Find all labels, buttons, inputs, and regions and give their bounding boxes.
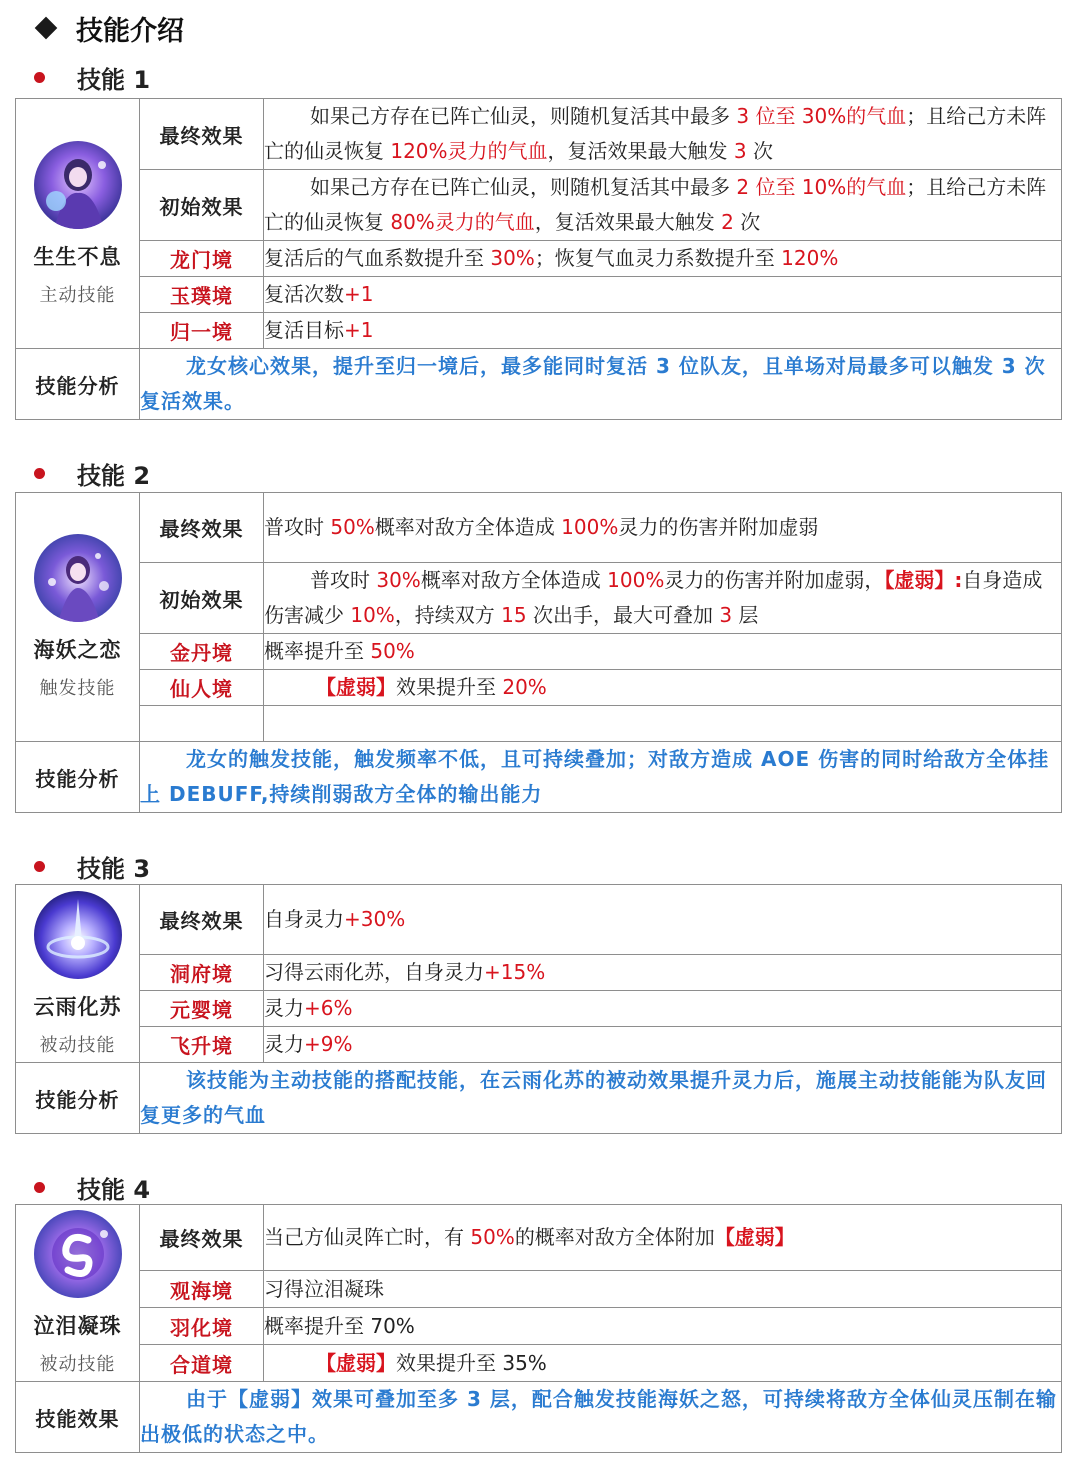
- final-effect-label: 最终效果: [140, 885, 264, 955]
- skill-1-heading: 技能 1: [30, 60, 150, 94]
- skill-3-heading: 技能 3: [30, 849, 150, 883]
- realm-label: 仙人境: [140, 670, 264, 706]
- red-bullet-icon: [34, 468, 45, 479]
- page-header: [30, 8, 184, 48]
- skill-2-analysis: 龙女的触发技能，触发频率不低，且可持续叠加；对敌方造成 AOE 伤害的同时给敌方全体挂上 DEBUFF,持续削弱敌方全体的输出能力: [140, 742, 1062, 813]
- realm-effect: 复活后的气血系数提升至 30%；恢复气血灵力系数提升至 120%: [264, 241, 1062, 277]
- realm-effect: 习得泣泪凝珠: [264, 1271, 1062, 1308]
- realm-effect: 概率提升至 50%: [264, 634, 1062, 670]
- red-bullet-icon: [34, 72, 45, 83]
- skill-1-name: 生生不息: [33, 244, 122, 269]
- realm-effect: 【虚弱】效果提升至 35%: [264, 1345, 1062, 1382]
- realm-effect: 【虚弱】效果提升至 20%: [264, 670, 1062, 706]
- skill-4-type: 被动技能: [39, 1354, 116, 1375]
- skill-4-name: 泣泪凝珠: [33, 1314, 122, 1338]
- realm-label: 归一境: [140, 313, 264, 349]
- realm-label: 飞升境: [140, 1027, 264, 1063]
- skill-4-table: [15, 1204, 1062, 1453]
- realm-label: 观海境: [140, 1271, 264, 1308]
- skill-3-identity-cell: [16, 885, 140, 1063]
- skill-2-heading: 技能 2: [30, 456, 150, 490]
- realm-effect: 概率提升至 70%: [264, 1308, 1062, 1345]
- realm-label: 合道境: [140, 1345, 264, 1382]
- realm-effect: 灵力+9%: [264, 1027, 1062, 1063]
- skill-2-portrait-icon: [34, 534, 122, 622]
- realm-effect: 复活目标+1: [264, 313, 1062, 349]
- skill-4-identity-cell: [16, 1205, 140, 1382]
- initial-effect-label: 初始效果: [140, 170, 264, 241]
- skill-4-final-effect: 当己方仙灵阵亡时，有 50%的概率对敌方全体附加【虚弱】: [264, 1205, 1062, 1271]
- realm-label: 羽化境: [140, 1308, 264, 1345]
- skill-3-analysis: 该技能为主动技能的搭配技能，在云雨化苏的被动效果提升灵力后，施展主动技能能为队友回复更多的气血: [140, 1063, 1062, 1134]
- skill-1-type: 主动技能: [39, 284, 116, 306]
- skill-3-name: 云雨化苏: [33, 994, 122, 1019]
- realm-label: 玉璞境: [140, 277, 264, 313]
- analysis-label: 技能分析: [16, 742, 140, 813]
- skill-2-table: [15, 492, 1062, 813]
- skill-3-table: [15, 884, 1062, 1134]
- final-effect-label: 最终效果: [140, 493, 264, 563]
- skill-4-swirl-orb-icon: [34, 1210, 122, 1298]
- analysis-label: 技能效果: [16, 1382, 140, 1453]
- skill-4-analysis: 由于【虚弱】效果可叠加至多 3 层，配合触发技能海妖之怒，可持续将敌方全体仙灵压制在输出极低的状态之中。: [140, 1382, 1062, 1453]
- skill-3-final-effect: 自身灵力+30%: [264, 885, 1062, 955]
- skill-1-identity-cell: [16, 99, 140, 349]
- skill-1-table: [15, 98, 1062, 420]
- realm-label: 元婴境: [140, 991, 264, 1027]
- realm-effect: 灵力+6%: [264, 991, 1062, 1027]
- skill-2-identity-cell: [16, 493, 140, 742]
- realm-label: 龙门境: [140, 241, 264, 277]
- skill-2-type: 触发技能: [39, 678, 116, 699]
- realm-effect: 习得云雨化苏，自身灵力+15%: [264, 955, 1062, 991]
- initial-effect-label: 初始效果: [140, 563, 264, 634]
- skill-1-initial-effect: 如果己方存在已阵亡仙灵，则随机复活其中最多 2 位至 10%的气血；且给己方未阵亡的仙灵恢复 80%灵力的气血，复活效果最大触发 2 次: [264, 170, 1062, 241]
- page-title: 技能介绍: [76, 15, 184, 47]
- skill-3-vortex-icon: [34, 891, 122, 979]
- analysis-label: 技能分析: [16, 349, 140, 420]
- red-bullet-icon: [34, 861, 45, 872]
- red-bullet-icon: [34, 1182, 45, 1193]
- skill-2-name: 海妖之恋: [33, 638, 122, 662]
- skill-2-final-effect: 普攻时 50%概率对敌方全体造成 100%灵力的伤害并附加虚弱: [264, 493, 1062, 563]
- diamond-bullet-icon: [35, 17, 58, 40]
- skill-2-initial-effect: 普攻时 30%概率对敌方全体造成 100%灵力的伤害并附加虚弱，【虚弱】:自身造成伤害减少 10%，持续双方 15 次出手，最大可叠加 3 层: [264, 563, 1062, 634]
- skill-1-portrait-icon: [34, 141, 122, 229]
- analysis-label: 技能分析: [16, 1063, 140, 1134]
- realm-effect: 复活次数+1: [264, 277, 1062, 313]
- empty-cell: [264, 706, 1062, 742]
- empty-cell: [140, 706, 264, 742]
- realm-label: 金丹境: [140, 634, 264, 670]
- final-effect-label: 最终效果: [140, 99, 264, 170]
- final-effect-label: 最终效果: [140, 1205, 264, 1271]
- skill-3-type: 被动技能: [39, 1034, 116, 1056]
- realm-label: 洞府境: [140, 955, 264, 991]
- skill-4-heading: 技能 4: [30, 1170, 150, 1204]
- skill-1-analysis: 龙女核心效果，提升至归一境后，最多能同时复活 3 位队友，且单场对局最多可以触发 3 次复活效果。: [140, 349, 1062, 420]
- skill-1-final-effect: 如果己方存在已阵亡仙灵，则随机复活其中最多 3 位至 30%的气血；且给己方未阵亡的仙灵恢复 120%灵力的气血，复活效果最大触发 3 次: [264, 99, 1062, 170]
